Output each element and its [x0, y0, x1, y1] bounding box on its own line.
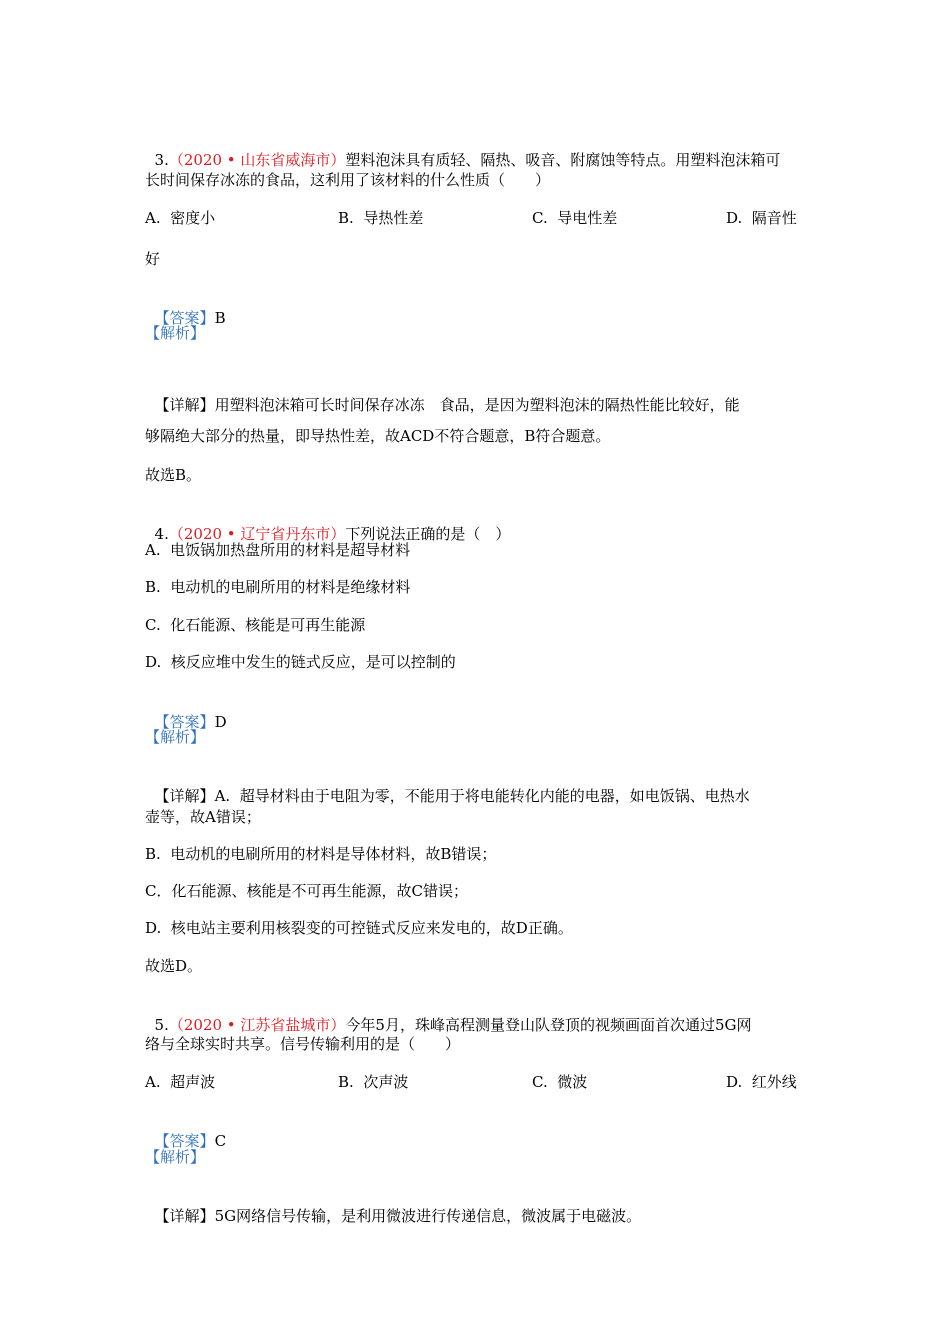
q5-stem-text1: 今年5月，珠峰高程测量登山队登顶的视频画面首次通过5G网 [345, 1016, 752, 1034]
q4-answer-value: D [214, 713, 227, 731]
q3-number: 3. [154, 151, 169, 169]
q4-detail-line3: B. 电动机的电刷所用的材料是导体材料，故B错误； [145, 845, 497, 863]
q3-answer-value: B [214, 309, 226, 327]
q5-option-d: D. 红外线 [726, 1073, 797, 1091]
q4-detail-line5: D. 核电站主要利用核裂变的可控链式反应来发电的，故D正确。 [145, 919, 573, 937]
q4-number: 4. [154, 525, 169, 543]
q4-option-b: B. 电动机的电刷所用的材料是绝缘材料 [145, 578, 411, 596]
q3-analysis-tag: 【解析】 [145, 324, 206, 342]
q5-answer-value: C [214, 1132, 227, 1150]
q3-option-b: B. 导热性差 [338, 209, 424, 227]
q5-source: （2020 • 江苏省盐城市） [168, 1016, 346, 1034]
q5-number: 5. [154, 1016, 169, 1034]
q4-detail-line4: C．化石能源、核能是不可再生能源，故C错误； [145, 882, 468, 900]
q4-answer-tag: 【答案】 [154, 713, 215, 731]
q4-stem-text1: 下列说法正确的是（ ） [345, 525, 511, 543]
q3-source: （2020 • 山东省威海市） [168, 151, 346, 169]
q5-option-a: A. 超声波 [145, 1073, 216, 1091]
q5-detail-line1 [145, 1183, 641, 1227]
q5-detail-tag: 【详解】 [154, 1207, 215, 1225]
q3-option-a: A. 密度小 [145, 209, 216, 227]
q3-detail-line1 [145, 372, 740, 416]
q5-option-c: C. 微波 [532, 1073, 588, 1091]
q3-option-d: D. 隔音性 [726, 209, 797, 227]
q4-source: （2020 • 辽宁省丹东市） [168, 525, 346, 543]
q4-conclusion: 故选D。 [145, 957, 203, 975]
q3-option-c: C. 导电性差 [532, 209, 618, 227]
q4-detail-text1: A. 超导材料由于电阻为零，不能用于将电能转化内能的电器，如电饭锅、电热水 [214, 787, 750, 805]
q3-detail-line2: 够隔绝大部分的热量，即导热性差，故ACD不符合题意，B符合题意。 [145, 427, 611, 445]
q3-answer-tag: 【答案】 [154, 309, 215, 327]
q5-stem-line2: 络与全球实时共享。信号传输利用的是（ ） [145, 1035, 461, 1053]
q3-conclusion: 故选B。 [145, 466, 202, 484]
q4-option-c: C. 化石能源、核能是可再生能源 [145, 616, 366, 634]
q5-stem-line1 [145, 992, 752, 1036]
q3-stem-line2: 长时间保存冰冻的食品，这利用了该材料的什么性质（ ） [145, 171, 551, 189]
q3-detail-tag: 【详解】 [154, 396, 215, 414]
q5-option-b: B. 次声波 [338, 1073, 409, 1091]
q3-stem-text1: 塑料泡沫具有质轻、隔热、吸音、附腐蚀等特点。用塑料泡沫箱可 [345, 151, 781, 169]
q4-detail-tag: 【详解】 [154, 787, 215, 805]
q4-detail-line1 [145, 763, 750, 807]
q4-option-a: A. 电饭锅加热盘所用的材料是超导材料 [145, 541, 411, 559]
q5-detail-text1: 5G网络信号传输，是利用微波进行传递信息，微波属于电磁波。 [214, 1207, 642, 1225]
q4-option-d: D. 核反应堆中发生的链式反应，是可以控制的 [145, 653, 456, 671]
q3-stem-line1 [145, 127, 780, 171]
q5-analysis-tag: 【解析】 [145, 1148, 206, 1166]
q5-answer-tag: 【答案】 [154, 1132, 215, 1150]
q3-option-wrap: 好 [145, 250, 161, 268]
q4-detail-line2: 壶等，故A错误； [145, 808, 261, 826]
q3-detail-text1: 用塑料泡沫箱可长时间保存冰冻 食品，是因为塑料泡沫的隔热性能比较好，能 [214, 396, 740, 414]
q4-analysis-tag: 【解析】 [145, 728, 206, 746]
